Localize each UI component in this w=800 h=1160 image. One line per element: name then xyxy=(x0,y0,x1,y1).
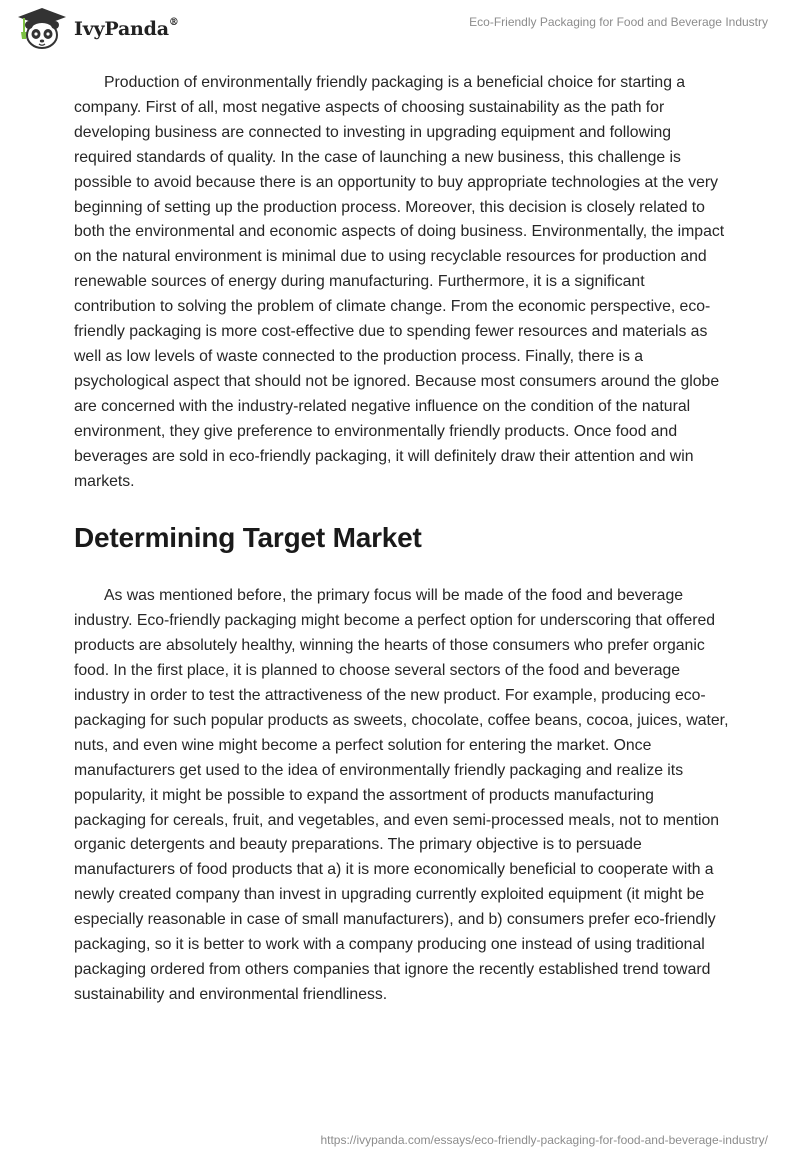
brand-logo[interactable] xyxy=(16,6,179,50)
brand-name: IvyPanda® xyxy=(74,17,179,40)
registered-mark: ® xyxy=(168,17,179,28)
document-title: Eco-Friendly Packaging for Food and Beverage Industry xyxy=(469,15,768,29)
page-header xyxy=(0,0,800,60)
essay-body xyxy=(74,71,730,1008)
source-url[interactable]: https://ivypanda.com/essays/eco-friendly-packaging-for-food-and-beverage-industry/ xyxy=(320,1133,768,1147)
section-heading: Determining Target Market xyxy=(74,522,422,554)
panda-graduate-icon xyxy=(16,6,68,50)
paragraph-target-market: As was mentioned before, the primary focus will be made of the food and beverage industry. Eco-friendly packaging might become a perfect option for underscoring that offered products are absolutely healthy, winning the hearts of those consumers who prefer organic food. In the first place, it is planned to choose several sectors of the food and beverage industry in order to test the attractiveness of the new product. For example, producing eco-packaging for such popular products as sweets, chocolate, coffee beans, cocoa, juices, water, nuts, and even wine might become a perfect solution for entering the market. Once manufacturers get used to the idea of environmentally friendly packaging and realize its popularity, it might be possible to expand the assortment of products manufacturing packaging for cereals, fruit, and vegetables, and even semi-processed meals, not to mention organic detergents and beauty preparations. The primary objective is to persuade manufacturers of food products that a) it is more economically beneficial to cooperate with a newly created company than invest in upgrading currently exploited equipment (it might be especially reasonable in case of small manufacturers), and b) consumers prefer eco-friendly packaging, so it is better to work with a company producing one instead of using traditional packaging ordered from others companies that ignore the recently established trend toward sustainability and environmental friendliness. xyxy=(74,587,729,1003)
paragraph-intro: Production of environmentally friendly packaging is a beneficial choice for starting a company. First of all, most negative aspects of choosing sustainability as the path for developing business are connected to investing in upgrading equipment and following required standards of quality. In the case of launching a new business, this challenge is possible to avoid because there is an opportunity to buy appropriate technologies at the very beginning of setting up the production process. Moreover, this decision is closely related to both the environmental and economic aspects of doing business. Environmentally, the impact on the natural environment is minimal due to using recyclable resources for production and renewable sources of energy during manufacturing. Furthermore, it is a significant contribution to solving the problem of climate change. From the economic perspective, eco-friendly packaging is more cost-effective due to spending fewer resources and materials as well as low levels of waste connected to the production process. Finally, there is a psychological aspect that should not be ignored. Because most consumers around the globe are concerned with the industry-related negative influence on the condition of the natural environment, they give preference to environmentally friendly products. Once food and beverages are sold in eco-friendly packaging, it will definitely draw their attention and win markets. xyxy=(74,74,725,490)
